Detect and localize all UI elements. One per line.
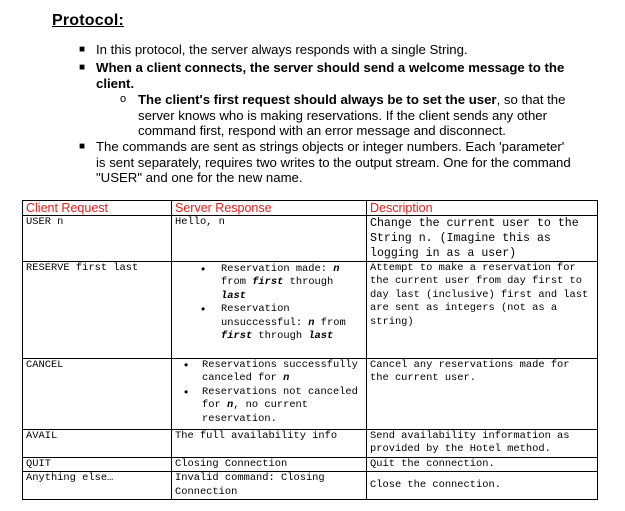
response-else: Invalid command: Closing Connection: [172, 472, 367, 500]
bullet-commands-format: [79, 139, 576, 186]
description-else: Close the connection.: [367, 472, 598, 500]
bullet-text: The commands are sent as strings objects or integer numbers. Each 'parameter' is sent separately, requires two writes to the output stream. One for the command "USER" and one for the new name.: [96, 139, 571, 185]
response-quit: Closing Connection: [172, 458, 367, 472]
sub-bullet-set-user: [120, 92, 568, 139]
square-bullet-icon: ■: [79, 141, 86, 152]
square-bullet-icon: ■: [79, 62, 86, 73]
table-row: [23, 216, 598, 262]
response-item: • Reservations successfully canceled for n: [202, 359, 363, 386]
request-else: Anything else…: [23, 472, 172, 500]
description-cancel: Cancel any reservations made for the current user.: [367, 359, 598, 430]
bullet-text: When a client connects, the server should send a welcome message to the client.: [96, 60, 565, 91]
description-quit: Quit the connection.: [367, 458, 598, 472]
description-user: Change the current user to the String n. (Imagine this as logging in as a user): [367, 216, 598, 262]
sub-bullet-text: , so that the server knows who is making reservations. If the client sends any other command first, respond with an error message and disconnect.: [138, 92, 566, 138]
table-header-row: [23, 201, 598, 216]
protocol-title: Protocol:: [52, 12, 125, 29]
response-reserve: [172, 262, 367, 359]
response-avail: The full availability info: [172, 430, 367, 458]
table-row: [23, 472, 598, 500]
header-server-response: Server Response: [172, 201, 367, 216]
table-row: [23, 458, 598, 472]
request-user: USER n: [23, 216, 172, 262]
description-avail: Send availability information as provided by the Hotel method.: [367, 430, 598, 458]
header-description: Description: [367, 201, 598, 216]
response-user: Hello, n: [172, 216, 367, 262]
protocol-table: [22, 200, 598, 500]
response-cancel: [172, 359, 367, 430]
circle-bullet-icon: o: [120, 93, 127, 105]
response-item: • Reservation made: n from first through last: [221, 263, 363, 303]
description-reserve: Attempt to make a reservation for the current user from day first to day last (inclusive) first and last are sent as integers (not as a string): [367, 262, 598, 359]
request-quit: QUIT: [23, 458, 172, 472]
response-item: • Reservation unsuccessful: n from first through last: [221, 303, 363, 343]
bullet-text: In this protocol, the server always responds with a single String.: [96, 42, 468, 57]
table-row: [23, 430, 598, 458]
request-reserve: RESERVE first last: [23, 262, 172, 359]
header-client-request: Client Request: [23, 201, 172, 216]
bullet-single-string: [79, 42, 576, 58]
bullet-welcome-message: [79, 60, 576, 91]
request-avail: AVAIL: [23, 430, 172, 458]
table-row: [23, 359, 598, 430]
response-item: • Reservations not canceled for n, no current reservation.: [202, 386, 363, 426]
request-cancel: CANCEL: [23, 359, 172, 430]
sub-bullet-bold-text: The client's first request should always be to set the user: [138, 92, 497, 107]
table-row: [23, 262, 598, 359]
square-bullet-icon: ■: [79, 44, 86, 55]
